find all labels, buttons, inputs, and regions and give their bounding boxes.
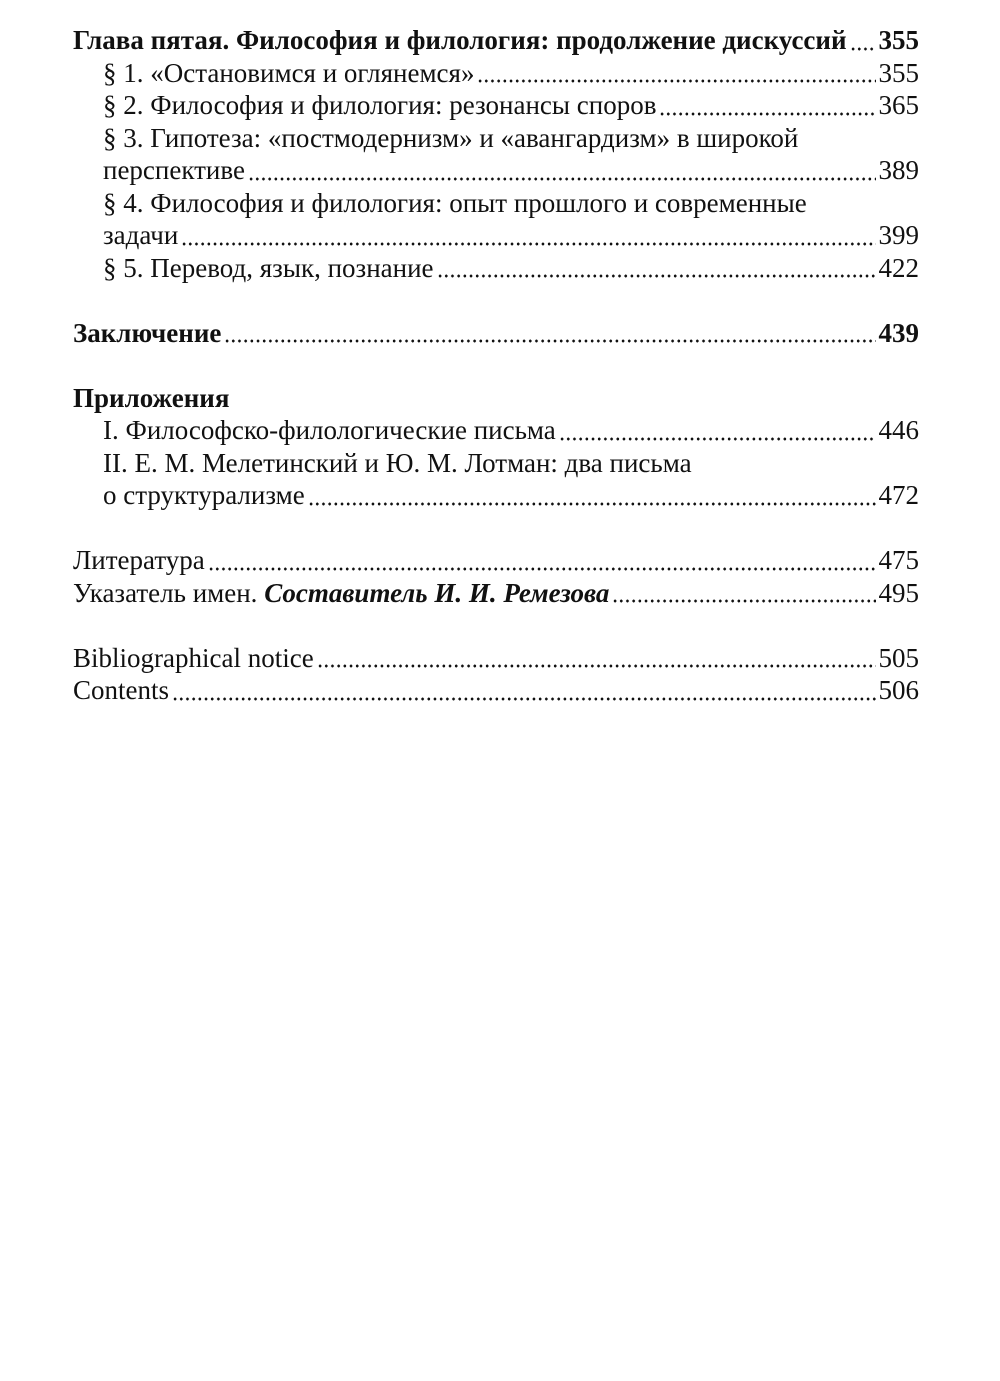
- toc-page-number: 472: [878, 480, 919, 510]
- toc-entry-title: [73, 577, 609, 610]
- toc-entry-title: Contents: [73, 675, 170, 705]
- dot-leader: [850, 24, 876, 57]
- toc-entry-appendix-2[interactable]: [73, 479, 919, 512]
- toc-entry-chapter-5[interactable]: [73, 24, 919, 57]
- table-of-contents: [73, 24, 919, 707]
- toc-entry-literature[interactable]: [73, 544, 919, 577]
- toc-page-number: 355: [878, 25, 919, 55]
- toc-page-number: 355: [878, 57, 919, 88]
- toc-page-number: 505: [878, 642, 919, 673]
- toc-page-number: 389: [878, 155, 919, 185]
- toc-entry-section-4-line1[interactable]: § 4. Философия и филология: опыт прошлого и современные: [103, 187, 807, 218]
- toc-entry-title: Заключение: [73, 317, 222, 348]
- toc-entry-title: задачи: [103, 220, 179, 250]
- toc-entry-title: перспективе: [103, 155, 245, 185]
- dot-leader: [659, 89, 875, 122]
- dot-leader: [181, 219, 875, 252]
- dot-leader: [224, 317, 875, 350]
- toc-page-number: 365: [878, 90, 919, 120]
- toc-entry-title: § 1. «Остановимся и оглянемся»: [103, 57, 475, 88]
- dot-leader: [612, 577, 875, 610]
- index-title: Указатель имен.: [73, 577, 258, 608]
- toc-entry-section-4[interactable]: [73, 219, 919, 252]
- toc-page-number: 495: [878, 577, 919, 608]
- toc-entry-title: I. Философско-филологические письма: [103, 415, 556, 445]
- toc-entry-title: § 5. Перевод, язык, познание: [103, 252, 434, 283]
- spacer: [73, 284, 919, 317]
- toc-entry-section-3-line1[interactable]: § 3. Гипотеза: «постмодернизм» и «авангардизм» в широкой: [103, 122, 799, 153]
- dot-leader: [308, 479, 876, 512]
- toc-page-number: 475: [878, 545, 919, 575]
- toc-entry-title: § 2. Философия и филология: резонансы споров: [103, 90, 657, 120]
- toc-entry-title: Глава пятая. Философия и филология: продолжение дискуссий: [73, 25, 847, 55]
- toc-entry-appendix-1[interactable]: [73, 414, 919, 447]
- toc-entry-section-5[interactable]: [73, 252, 919, 285]
- dot-leader: [477, 57, 875, 90]
- toc-heading-appendices: Приложения: [73, 382, 230, 413]
- spacer: [73, 609, 919, 642]
- dot-leader: [208, 544, 876, 577]
- toc-entry-title: Bibliographical notice: [73, 642, 314, 673]
- dot-leader: [248, 154, 876, 187]
- toc-page-number: 506: [878, 675, 919, 705]
- toc-entry-bibliographical-notice[interactable]: [73, 642, 919, 675]
- toc-entry-contents[interactable]: [73, 674, 919, 707]
- toc-page-number: 439: [878, 317, 919, 348]
- index-compiler: Составитель И. И. Ремезова: [264, 577, 610, 608]
- toc-page-number: 446: [878, 415, 919, 445]
- toc-page-number: 399: [878, 220, 919, 250]
- dot-leader: [317, 642, 876, 675]
- toc-entry-section-1[interactable]: [73, 57, 919, 90]
- dot-leader: [437, 252, 876, 285]
- toc-entry-conclusion[interactable]: [73, 317, 919, 350]
- toc-entry-index[interactable]: [73, 577, 919, 610]
- toc-entry-appendix-2-line1[interactable]: II. Е. М. Мелетинский и Ю. М. Лотман: два письма: [103, 447, 692, 478]
- dot-leader: [172, 674, 875, 707]
- toc-entry-section-2[interactable]: [73, 89, 919, 122]
- toc-page-number: 422: [878, 252, 919, 283]
- spacer: [73, 349, 919, 382]
- spacer: [73, 512, 919, 545]
- toc-entry-section-3[interactable]: [73, 154, 919, 187]
- dot-leader: [559, 414, 876, 447]
- toc-entry-title: Литература: [73, 545, 205, 575]
- toc-entry-title: о структурализме: [103, 480, 305, 510]
